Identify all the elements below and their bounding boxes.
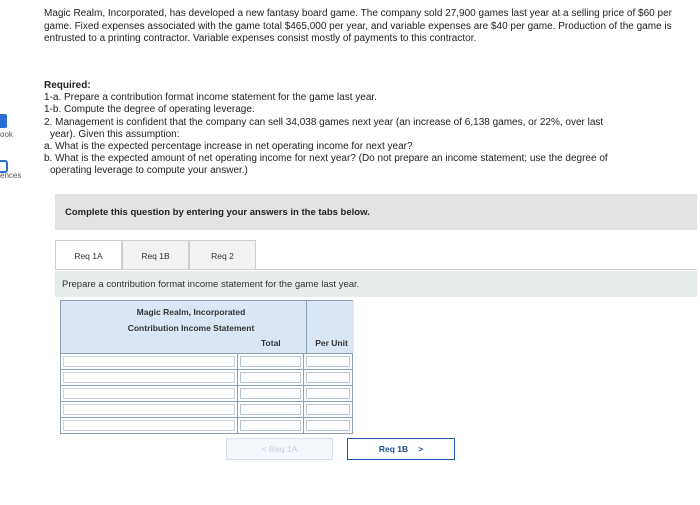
chevron-left-icon: < xyxy=(261,444,267,454)
table-row xyxy=(61,353,352,369)
total-input[interactable] xyxy=(240,388,302,399)
cell-total xyxy=(238,402,305,417)
per-unit-input[interactable] xyxy=(306,356,350,367)
prev-req-button[interactable] xyxy=(226,438,333,460)
sidebar-item-book-label[interactable]: ook xyxy=(0,130,13,139)
required-line: operating leverage to compute your answer.) xyxy=(50,165,248,177)
tab-prompt: Prepare a contribution format income statement for the game last year. xyxy=(55,271,697,297)
per-unit-input[interactable] xyxy=(306,388,350,399)
table-row xyxy=(61,369,352,385)
cell-label xyxy=(61,354,238,369)
cell-total xyxy=(238,418,305,433)
required-line: 2. Management is confident that the company can sell 34,038 games next year (an increase of 6,138 games, or 22%, over last xyxy=(44,116,604,128)
problem-statement xyxy=(44,8,680,46)
per-unit-input[interactable] xyxy=(306,420,350,431)
tab-req-1a[interactable] xyxy=(55,240,122,270)
required-line: 1-a. Prepare a contribution format income statement for the game last year. xyxy=(44,92,377,104)
company-name: Magic Realm, Incorporated xyxy=(136,307,246,317)
instruction-banner xyxy=(55,194,697,230)
column-header-total: Total xyxy=(261,338,281,348)
tab-req-2[interactable] xyxy=(189,240,256,270)
tab-label: Req 2 xyxy=(211,250,234,261)
cell-unit xyxy=(304,370,352,385)
cell-unit xyxy=(304,402,352,417)
row-label-input[interactable] xyxy=(63,420,235,431)
total-input[interactable] xyxy=(240,356,302,367)
instruction-text: Complete this question by entering your answers in the tabs below. xyxy=(65,206,370,218)
statement-title: Contribution Income Statement xyxy=(127,323,255,333)
tab-label: Req 1A xyxy=(74,250,103,261)
row-label-input[interactable] xyxy=(63,356,235,367)
tab-label: Req 1B xyxy=(141,250,170,261)
sidebar-item-references-label[interactable]: ences xyxy=(0,171,22,180)
answer-tabs xyxy=(55,240,256,270)
chevron-right-icon: > xyxy=(418,444,424,454)
cell-total xyxy=(238,370,305,385)
table-row xyxy=(61,417,352,433)
cell-total xyxy=(238,354,305,369)
required-line: a. What is the expected percentage increase in net operating income for next year? xyxy=(44,141,413,153)
required-heading: Required: xyxy=(44,80,91,91)
prev-req-label: Req 1A xyxy=(268,444,298,454)
next-req-button[interactable] xyxy=(347,438,455,460)
income-statement-table xyxy=(60,300,353,434)
required-line: b. What is the expected amount of net operating income for next year? (Do not prepare an income statement; use the degree of xyxy=(44,153,608,165)
cell-unit xyxy=(304,418,352,433)
cell-label xyxy=(61,386,238,401)
statement-header xyxy=(61,301,352,353)
row-label-input[interactable] xyxy=(63,404,235,415)
per-unit-input[interactable] xyxy=(306,404,350,415)
row-label-input[interactable] xyxy=(63,388,235,399)
cell-unit xyxy=(304,386,352,401)
column-header-per-unit: Per Unit xyxy=(315,338,348,348)
problem-text: Magic Realm, Incorporated, has developed a new fantasy board game. The company sold 27,900 games last year at a selling price of $60 per game. Fixed expenses associated with the game total $465,000 per year, and variable expenses are $40 per game. Production of the game is entrusted to a printing contractor. Variable expenses consist mostly of payments to this contractor. xyxy=(44,8,672,44)
per-unit-input[interactable] xyxy=(306,372,350,383)
required-section xyxy=(44,80,680,178)
cell-label xyxy=(61,402,238,417)
cell-unit xyxy=(304,354,352,369)
table-row xyxy=(61,401,352,417)
book-icon[interactable] xyxy=(0,114,7,128)
next-req-label: Req 1B xyxy=(378,444,409,454)
table-row xyxy=(61,385,352,401)
cell-total xyxy=(238,386,305,401)
row-label-input[interactable] xyxy=(63,372,235,383)
required-line: year). Given this assumption: xyxy=(50,128,180,140)
cell-label xyxy=(61,418,238,433)
total-input[interactable] xyxy=(240,372,302,383)
tab-req-1b[interactable] xyxy=(122,240,189,270)
left-rail xyxy=(0,0,32,505)
total-input[interactable] xyxy=(240,404,302,415)
total-input[interactable] xyxy=(240,420,302,431)
cell-label xyxy=(61,370,238,385)
required-line: 1-b. Compute the degree of operating leverage. xyxy=(44,104,255,116)
